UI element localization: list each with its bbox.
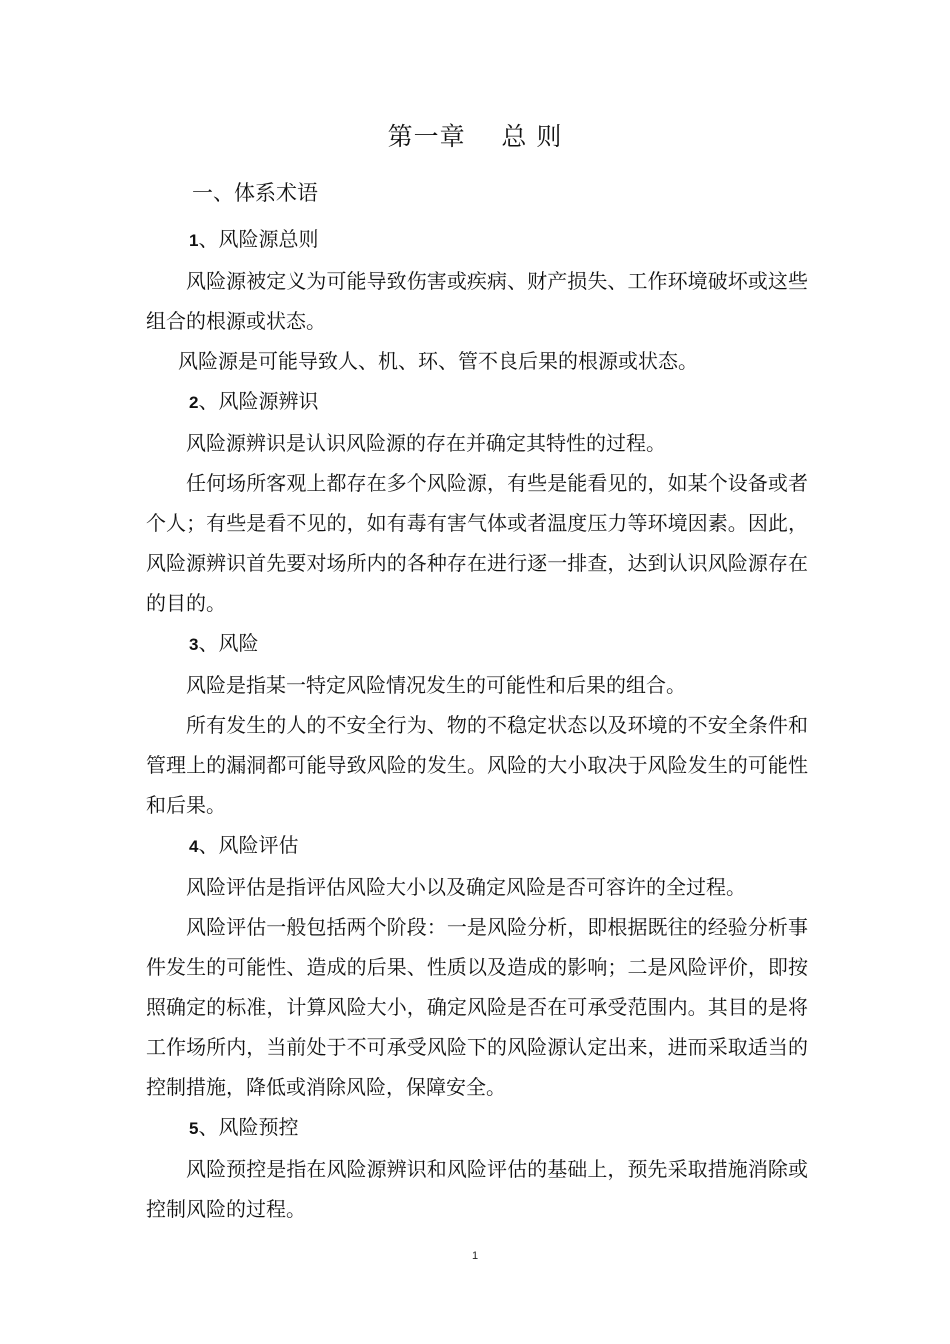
- paragraph: 风险源辨识是认识风险源的存在并确定其特性的过程。: [186, 431, 666, 455]
- page-number: 1: [471, 1250, 479, 1262]
- item-heading-text: 、风险评估: [198, 833, 299, 857]
- item-heading-3: [146, 623, 808, 665]
- paragraph: 风险评估一般包括两个阶段：一是风险分析，即根据既往的经验分析事件发生的可能性、造成的后果、性质以及造成的影响；二是风险评价，即按照确定的标准，计算风险大小，确定风险是否在可承受范围内。其目的是将工作场所内，当前处于不可承受风险下的风险源认定出来，进而采取适当的控制措施，降低或消除风险，保障安全。: [146, 915, 808, 1099]
- paragraph: 任何场所客观上都存在多个风险源，有些是能看见的，如某个设备或者个人；有些是看不见的，如有毒有害气体或者温度压力等环境因素。因此，风险源辨识首先要对场所内的各种存在进行逐一排查，达到认识风险源存在的目的。: [146, 471, 808, 615]
- paragraph: 风险预控是指在风险源辨识和风险评估的基础上，预先采取措施消除或控制风险的过程。: [146, 1157, 808, 1221]
- paragraph: 风险评估是指评估风险大小以及确定风险是否可容许的全过程。: [186, 875, 746, 899]
- paragraph: 风险是指某一特定风险情况发生的可能性和后果的组合。: [186, 673, 686, 697]
- item-number: 2: [189, 393, 199, 412]
- item-heading-5: [146, 1107, 808, 1149]
- paragraph: 风险源被定义为可能导致伤害或疾病、财产损失、工作环境破坏或这些组合的根源或状态。: [146, 269, 808, 333]
- document-body: [146, 219, 808, 1229]
- item-number: 5: [189, 1119, 199, 1138]
- item-heading-text: 、风险源总则: [198, 227, 319, 251]
- item-number: 3: [189, 635, 199, 654]
- paragraph: 所有发生的人的不安全行为、物的不稳定状态以及环境的不安全条件和管理上的漏洞都可能导致风险的发生。风险的大小取决于风险发生的可能性和后果。: [146, 713, 808, 817]
- paragraph: 风险源是可能导致人、机、环、管不良后果的根源或状态。: [178, 349, 698, 373]
- chapter-title: 第一章 总 则: [387, 122, 563, 151]
- item-heading-4: [146, 825, 808, 867]
- item-number: 1: [189, 231, 199, 250]
- section-title: 一、体系术语: [192, 181, 318, 205]
- item-heading-2: [146, 381, 808, 423]
- item-heading-text: 、风险源辨识: [198, 389, 319, 413]
- item-heading-text: 、风险: [198, 631, 259, 655]
- item-heading-text: 、风险预控: [198, 1115, 299, 1139]
- item-heading-1: [146, 219, 808, 261]
- item-number: 4: [189, 837, 199, 856]
